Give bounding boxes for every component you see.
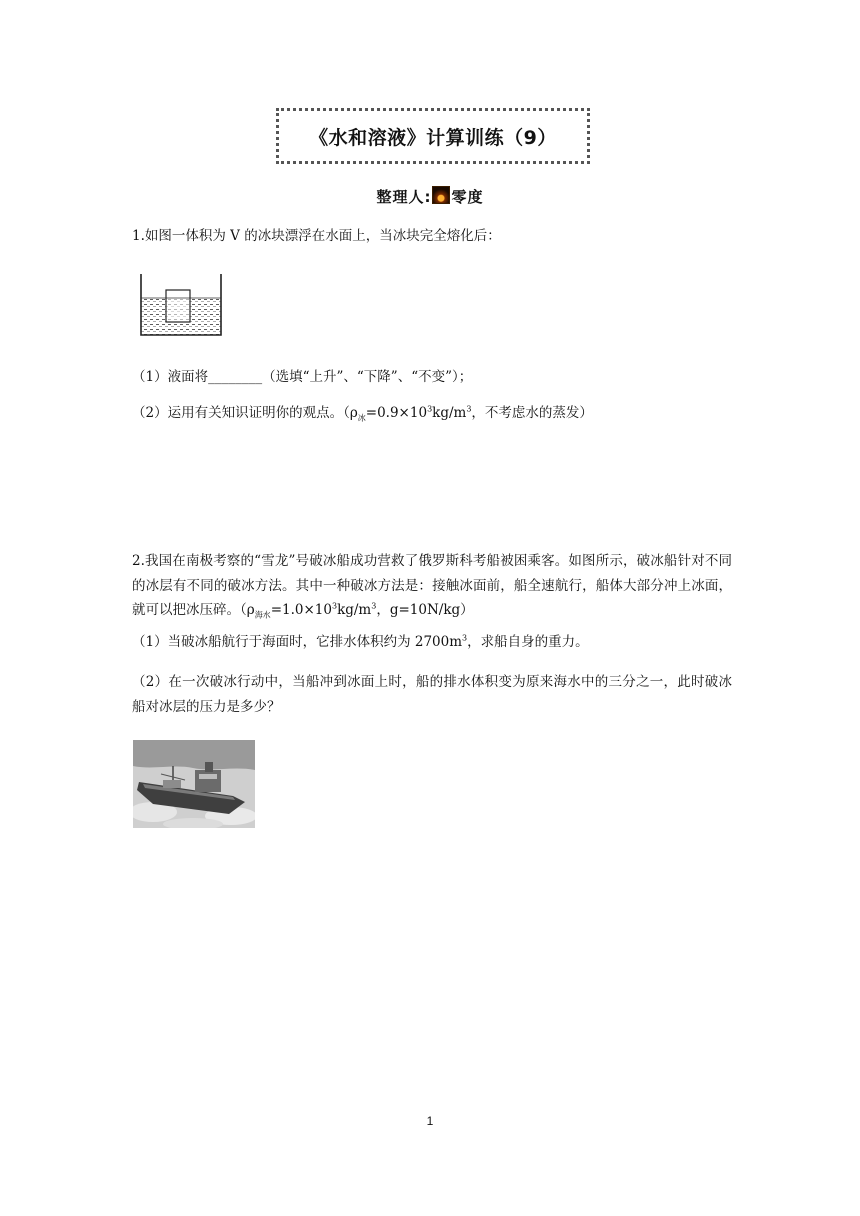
q2-part1: （1）当破冰船航行于海面时，它排水体积约为 $2700m^3$，求船自身的重力。 (132, 633, 589, 650)
icebreaker-photo (133, 740, 255, 828)
page-number: 1 (426, 1114, 434, 1128)
ice-block (166, 290, 190, 322)
organizer-line (0, 186, 860, 207)
q2-part2: （2）在一次破冰行动中，当船冲到冰面上时，船的排水体积变为原来海水中的三分之一，此时破冰船对冰层的压力是多少？ (132, 674, 732, 715)
beaker-with-ice-figure (138, 272, 224, 338)
q1-part1: （1）液面将________（选填“上升”、“下降”、“不变”）； (132, 369, 473, 385)
organizer-label: 整理人: (376, 188, 432, 206)
q1-stem: 1.如图一体积为 V 的冰块漂浮在水面上，当冰块完全熔化后： (132, 228, 501, 244)
document-title: 《水和溶液》计算训练（9） (276, 108, 590, 164)
q2-stem: 2.我国在南极考察的“雪龙”号破冰船成功营救了俄罗斯科考船被困乘客。如图所示，破冰船针对不同的冰层有不同的破冰方法。其中一种破冰方法是：接触冰面前，船全速航行，船体大部分冲上冰面，就可以把冰压碎。（$\rho_{海水}=1.0\times 10^3kg/m^3$，g=10N/kg） (132, 553, 732, 620)
q1-part2: （2）运用有关知识证明你的观点。（$\rho_冰=0.9\times 10^3kg/m^3$，不考虑水的蒸发） (132, 404, 593, 423)
organizer-logo-icon (432, 186, 450, 204)
organizer-name: 零度 (451, 188, 484, 206)
